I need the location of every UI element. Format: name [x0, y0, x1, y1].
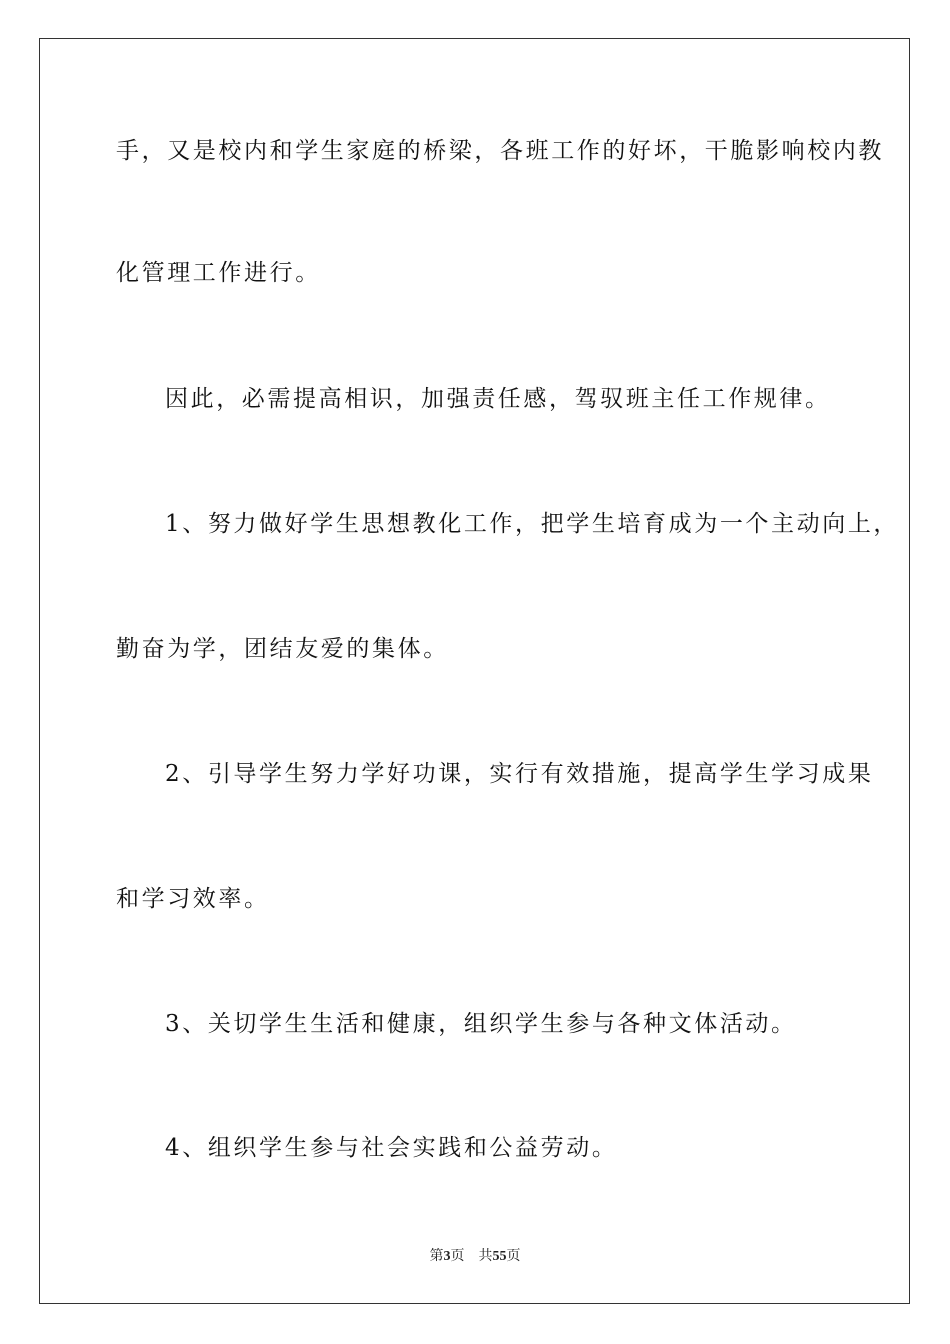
page-number: 3 — [443, 1249, 451, 1264]
text-line: 2、引导学生努力学好功课，实行有效措施，提高学生学习成果 — [165, 761, 874, 787]
text-line: 因此，必需提高相识，加强责任感，驾驭班主任工作规律。 — [165, 386, 831, 412]
text-line: 1、努力做好学生思想教化工作，把学生培育成为一个主动向上， — [165, 511, 900, 537]
text-line: 化管理工作进行。 — [116, 260, 321, 286]
page-border — [39, 38, 910, 1304]
text-line: 4、组织学生参与社会实践和公益劳动。 — [165, 1135, 618, 1161]
page-prefix: 第 — [429, 1249, 444, 1264]
text-line: 手，又是校内和学生家庭的桥梁，各班工作的好坏，干脆影响校内教 — [116, 138, 884, 164]
text-line: 勤奋为学，团结友爱的集体。 — [116, 636, 449, 662]
page-suffix: 页 — [450, 1249, 465, 1264]
page-footer — [0, 1245, 950, 1265]
text-line: 和学习效率。 — [116, 886, 270, 912]
total-suffix: 页 — [506, 1249, 521, 1264]
total-prefix: 共 — [478, 1249, 493, 1264]
total-pages: 55 — [492, 1249, 507, 1264]
text-line: 3、关切学生生活和健康，组织学生参与各种文体活动。 — [165, 1011, 797, 1037]
